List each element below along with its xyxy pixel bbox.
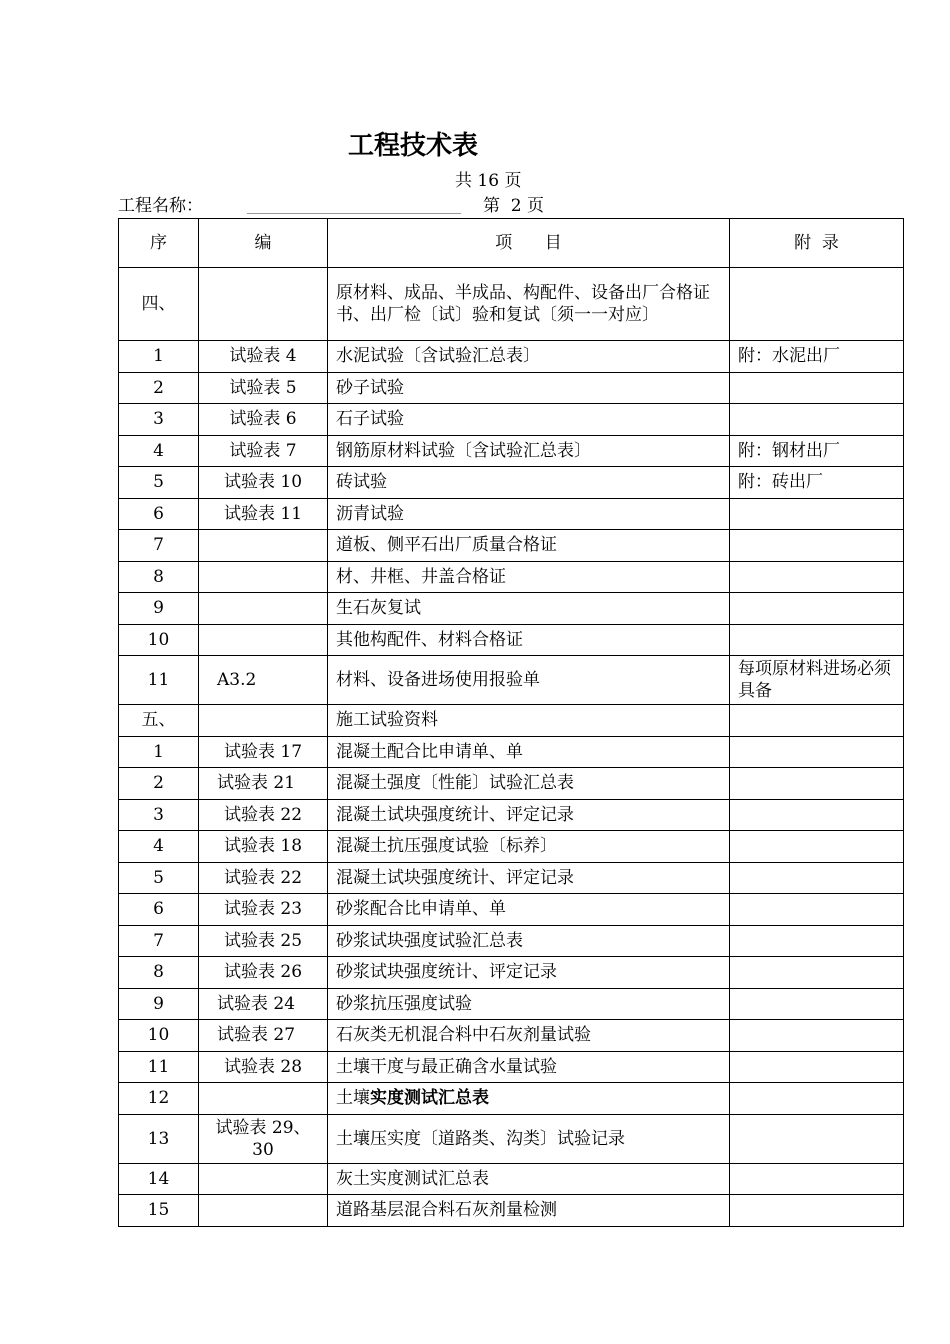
row-item: 砂浆试块强度试验汇总表 bbox=[328, 925, 730, 957]
row-seq: 4 bbox=[119, 435, 199, 467]
section-row-5 bbox=[119, 705, 904, 737]
table-row bbox=[119, 656, 904, 705]
row-code bbox=[199, 1083, 328, 1115]
row-code: 试验表 10 bbox=[199, 467, 328, 499]
row-item: 材、井框、井盖合格证 bbox=[328, 561, 730, 593]
section-title: 施工试验资料 bbox=[328, 705, 730, 737]
row-note bbox=[730, 1195, 904, 1227]
table-row bbox=[119, 1083, 904, 1115]
row-note bbox=[730, 894, 904, 926]
row-item: 生石灰复试 bbox=[328, 593, 730, 625]
table-row bbox=[119, 894, 904, 926]
row-note: 每项原材料进场必须具备 bbox=[730, 656, 904, 705]
row-note bbox=[730, 1083, 904, 1115]
table-row bbox=[119, 768, 904, 800]
row-note bbox=[730, 925, 904, 957]
row-code: 试验表 28 bbox=[199, 1051, 328, 1083]
table-row bbox=[119, 1163, 904, 1195]
row-seq: 1 bbox=[119, 341, 199, 373]
row-item: 混凝土试块强度统计、评定记录 bbox=[328, 862, 730, 894]
row-note: 附：钢材出厂 bbox=[730, 435, 904, 467]
table-row bbox=[119, 736, 904, 768]
table-row bbox=[119, 624, 904, 656]
row-item: 砂浆试块强度统计、评定记录 bbox=[328, 957, 730, 989]
row-seq: 8 bbox=[119, 957, 199, 989]
row-item: 石子试验 bbox=[328, 404, 730, 436]
row-note bbox=[730, 593, 904, 625]
section-code bbox=[199, 705, 328, 737]
table-row bbox=[119, 957, 904, 989]
page-number: 第 2 页 bbox=[483, 196, 545, 216]
row-seq: 2 bbox=[119, 768, 199, 800]
row-seq: 15 bbox=[119, 1195, 199, 1227]
row-seq: 13 bbox=[119, 1114, 199, 1163]
table-row bbox=[119, 1114, 904, 1163]
row-code: 试验表 27 bbox=[199, 1020, 328, 1052]
row-seq: 6 bbox=[119, 894, 199, 926]
row-item: 材料、设备进场使用报验单 bbox=[328, 656, 730, 705]
row-code: 试验表 6 bbox=[199, 404, 328, 436]
row-item-bold: 实度测试汇总表 bbox=[370, 1088, 489, 1109]
row-seq: 9 bbox=[119, 593, 199, 625]
row-note bbox=[730, 831, 904, 863]
row-note bbox=[730, 768, 904, 800]
row-item-plain: 土壤 bbox=[336, 1088, 370, 1109]
row-seq: 1 bbox=[119, 736, 199, 768]
table-row bbox=[119, 988, 904, 1020]
table-row bbox=[119, 435, 904, 467]
column-header-item: 项 目 bbox=[328, 219, 730, 268]
row-note bbox=[730, 530, 904, 562]
row-note bbox=[730, 862, 904, 894]
row-seq: 10 bbox=[119, 1020, 199, 1052]
row-code: 试验表 26 bbox=[199, 957, 328, 989]
row-item: 土壤干度与最正确含水量试验 bbox=[328, 1051, 730, 1083]
table-row bbox=[119, 561, 904, 593]
row-code: 试验表 7 bbox=[199, 435, 328, 467]
row-item: 道路基层混合料石灰剂量检测 bbox=[328, 1195, 730, 1227]
row-item: 土壤压实度〔道路类、沟类〕试验记录 bbox=[328, 1114, 730, 1163]
row-item: 砖试验 bbox=[328, 467, 730, 499]
row-note bbox=[730, 498, 904, 530]
row-code bbox=[199, 593, 328, 625]
row-item: 水泥试验〔含试验汇总表〕 bbox=[328, 341, 730, 373]
row-seq: 8 bbox=[119, 561, 199, 593]
row-note bbox=[730, 624, 904, 656]
row-seq: 3 bbox=[119, 404, 199, 436]
project-name-blank bbox=[247, 213, 461, 214]
row-note bbox=[730, 1051, 904, 1083]
row-item: 砂浆配合比申请单、单 bbox=[328, 894, 730, 926]
table-row bbox=[119, 498, 904, 530]
row-item: 砂子试验 bbox=[328, 372, 730, 404]
page-title: 工程技术表 bbox=[348, 131, 479, 161]
row-note bbox=[730, 1163, 904, 1195]
row-code: 试验表 17 bbox=[199, 736, 328, 768]
table-row bbox=[119, 831, 904, 863]
row-seq: 7 bbox=[119, 530, 199, 562]
row-code bbox=[199, 561, 328, 593]
row-note bbox=[730, 561, 904, 593]
section-seq: 四、 bbox=[119, 268, 199, 341]
row-note: 附：砖出厂 bbox=[730, 467, 904, 499]
row-note bbox=[730, 404, 904, 436]
row-note: 附：水泥出厂 bbox=[730, 341, 904, 373]
row-item: 砂浆抗压强度试验 bbox=[328, 988, 730, 1020]
row-seq: 11 bbox=[119, 656, 199, 705]
table-header-row bbox=[119, 219, 904, 268]
row-note bbox=[730, 1020, 904, 1052]
row-code: 试验表 22 bbox=[199, 799, 328, 831]
table-row bbox=[119, 372, 904, 404]
table-row bbox=[119, 467, 904, 499]
project-name-label: 工程名称： bbox=[118, 196, 203, 216]
row-code: A3.2 bbox=[199, 656, 328, 705]
row-item: 混凝土抗压强度试验〔标养〕 bbox=[328, 831, 730, 863]
row-code: 试验表 25 bbox=[199, 925, 328, 957]
row-code: 试验表 21 bbox=[199, 768, 328, 800]
row-code: 试验表 4 bbox=[199, 341, 328, 373]
row-item: 石灰类无机混合料中石灰剂量试验 bbox=[328, 1020, 730, 1052]
row-seq: 5 bbox=[119, 862, 199, 894]
section-note bbox=[730, 268, 904, 341]
row-item: 其他构配件、材料合格证 bbox=[328, 624, 730, 656]
row-item: 灰土实度测试汇总表 bbox=[328, 1163, 730, 1195]
section-title: 原材料、成品、半成品、构配件、设备出厂合格证书、出厂检〔试〕验和复试〔须一一对应〕 bbox=[328, 268, 730, 341]
column-header-note: 附 录 bbox=[730, 219, 904, 268]
table-row bbox=[119, 799, 904, 831]
section-seq: 五、 bbox=[119, 705, 199, 737]
table-row bbox=[119, 404, 904, 436]
row-code: 试验表 22 bbox=[199, 862, 328, 894]
table-row bbox=[119, 1195, 904, 1227]
row-item: 混凝土强度〔性能〕试验汇总表 bbox=[328, 768, 730, 800]
row-seq: 9 bbox=[119, 988, 199, 1020]
row-code bbox=[199, 530, 328, 562]
row-seq: 7 bbox=[119, 925, 199, 957]
table-row bbox=[119, 1020, 904, 1052]
section-note bbox=[730, 705, 904, 737]
row-item bbox=[328, 1083, 730, 1115]
table-row bbox=[119, 593, 904, 625]
column-header-code: 编 bbox=[199, 219, 328, 268]
table-row bbox=[119, 862, 904, 894]
row-code: 试验表 23 bbox=[199, 894, 328, 926]
row-note bbox=[730, 988, 904, 1020]
row-code: 试验表 29、30 bbox=[199, 1114, 328, 1163]
row-note bbox=[730, 736, 904, 768]
row-code: 试验表 18 bbox=[199, 831, 328, 863]
row-note bbox=[730, 957, 904, 989]
total-pages: 共 16 页 bbox=[455, 171, 522, 191]
column-header-seq: 序 bbox=[119, 219, 199, 268]
row-note bbox=[730, 799, 904, 831]
table-row bbox=[119, 341, 904, 373]
row-item: 沥青试验 bbox=[328, 498, 730, 530]
row-code bbox=[199, 1195, 328, 1227]
row-seq: 2 bbox=[119, 372, 199, 404]
table-row bbox=[119, 925, 904, 957]
section-code bbox=[199, 268, 328, 341]
row-seq: 12 bbox=[119, 1083, 199, 1115]
table-row bbox=[119, 530, 904, 562]
row-code bbox=[199, 1163, 328, 1195]
table-row bbox=[119, 1051, 904, 1083]
technical-table bbox=[118, 218, 904, 1227]
row-item: 混凝土试块强度统计、评定记录 bbox=[328, 799, 730, 831]
section-row-4 bbox=[119, 268, 904, 341]
row-item: 混凝土配合比申请单、单 bbox=[328, 736, 730, 768]
row-code: 试验表 24 bbox=[199, 988, 328, 1020]
row-seq: 4 bbox=[119, 831, 199, 863]
row-item: 钢筋原材料试验〔含试验汇总表〕 bbox=[328, 435, 730, 467]
row-seq: 6 bbox=[119, 498, 199, 530]
row-seq: 5 bbox=[119, 467, 199, 499]
row-note bbox=[730, 1114, 904, 1163]
row-item: 道板、侧平石出厂质量合格证 bbox=[328, 530, 730, 562]
row-seq: 10 bbox=[119, 624, 199, 656]
row-code: 试验表 5 bbox=[199, 372, 328, 404]
row-seq: 3 bbox=[119, 799, 199, 831]
row-code: 试验表 11 bbox=[199, 498, 328, 530]
row-seq: 14 bbox=[119, 1163, 199, 1195]
row-seq: 11 bbox=[119, 1051, 199, 1083]
row-note bbox=[730, 372, 904, 404]
row-code bbox=[199, 624, 328, 656]
